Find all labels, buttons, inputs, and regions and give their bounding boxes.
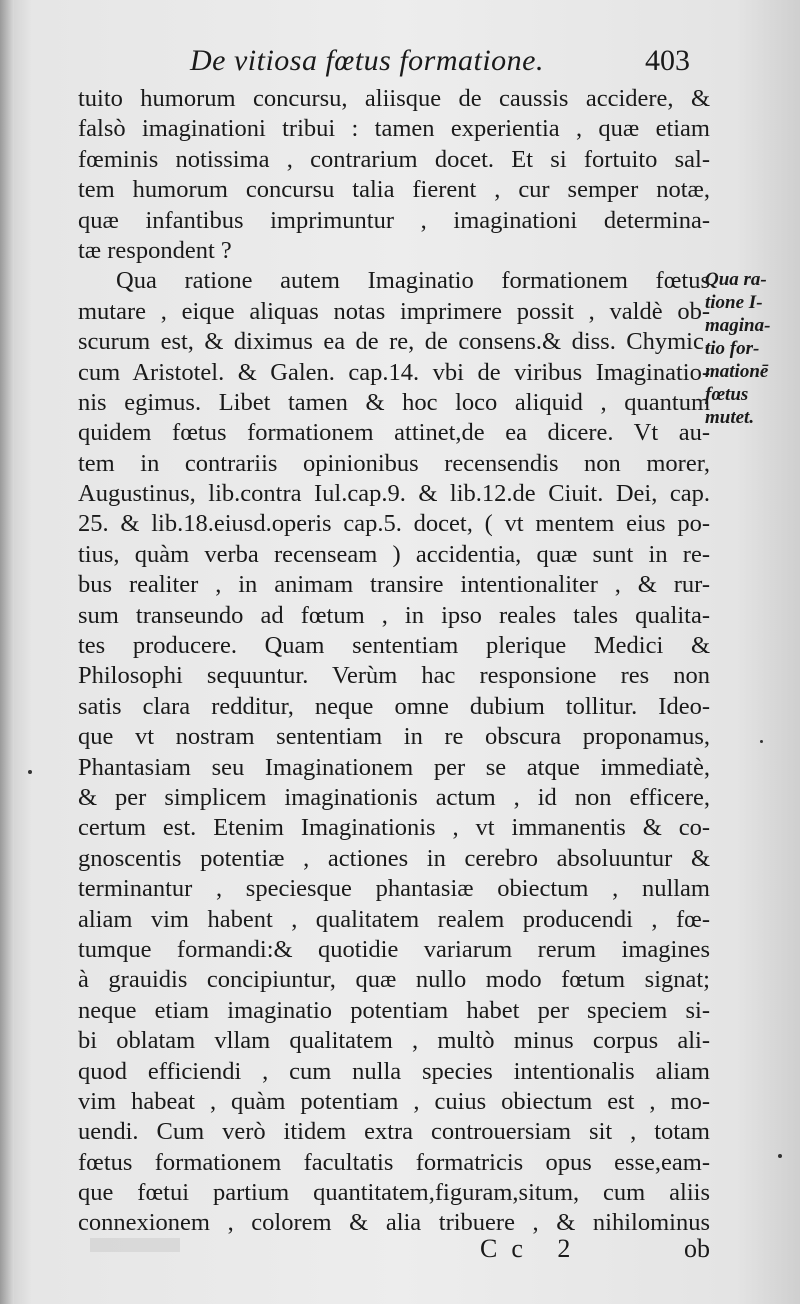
margin-note: [705, 268, 800, 429]
text-line: falsò imaginationi tribui : tamen experientia , quæ etiam: [78, 115, 710, 143]
margin-note-line: Qua ra-: [705, 269, 767, 290]
text-line: gnoscentis potentiæ , actiones in cerebro absoluuntur &: [78, 844, 710, 872]
text-line: tuito humorum concursu, aliisque de caussis accidere, &: [78, 85, 710, 112]
text-line: que vt nostram sententiam in re obscura proponamus,: [78, 723, 710, 751]
page-footer: [78, 1234, 710, 1274]
text-line: à grauidis concipiuntur, quæ nullo modo fœtum signat;: [78, 966, 710, 994]
text-line: que fœtui partium quantitatem,figuram,situm, cum aliis: [78, 1179, 710, 1207]
text-line: & per simplicem imaginationis actum , id non efficere,: [78, 783, 710, 811]
signature-mark: Cc 2: [480, 1234, 585, 1263]
text-line: connexionem , colorem & alia tribuere , & nihilominus: [78, 1209, 710, 1237]
margin-note-line: mutet.: [705, 407, 755, 428]
text-line: tumque formandi:& quotidie variarum rerum imagines: [78, 935, 710, 963]
ink-speck: [28, 770, 32, 774]
text-line: nis egimus. Libet tamen & hoc loco aliquid , quantum: [78, 388, 710, 416]
text-line: fœminis notissima , contrarium docet. Et si fortuito sal-: [78, 145, 710, 173]
text-line: quæ infantibus imprimuntur , imaginationi determina-: [78, 206, 710, 234]
margin-note-line: magina-: [705, 315, 771, 336]
text-line: tem in contrariis opinionibus recensendis non morer,: [78, 449, 710, 477]
catchword: ob: [684, 1234, 710, 1263]
text-line: terminantur , speciesque phantasiæ obiectum , nullam: [78, 875, 710, 903]
text-line: cum Aristotel. & Galen. cap.14. vbi de viribus Imaginatio-: [78, 358, 710, 386]
text-line: tæ respondent ?: [78, 236, 232, 264]
text-line: Philosophi sequuntur. Verùm hac responsione res non: [78, 662, 710, 690]
margin-note-line: tione I-: [705, 292, 763, 313]
text-line: tes producere. Quam sententiam plerique Medici &: [78, 632, 710, 660]
margin-note-line: fœtus: [705, 384, 749, 405]
text-line: uendi. Cum verò itidem extra controuersiam sit , totam: [78, 1118, 710, 1146]
ink-speck: [778, 1154, 782, 1158]
margin-note-line: tio for-: [705, 338, 760, 359]
text-line: quod efficiendi , cum nulla species intentionalis aliam: [78, 1057, 710, 1085]
text-line: bus realiter , in animam transire intentionaliter , & rur-: [78, 571, 710, 599]
text-line: sum transeundo ad fœtum , in ipso reales tales qualita-: [78, 601, 710, 629]
main-text-block: [78, 84, 710, 1239]
text-line: Augustinus, lib.contra Iul.cap.9. & lib.12.de Ciuit. Dei, cap.: [78, 480, 710, 508]
text-line: quidem fœtus formationem attinet,de ea dicere. Vt au-: [78, 419, 710, 447]
text-line: vim habeat , quàm potentiam , cuius obiectum est , mo-: [78, 1087, 710, 1115]
page-number: 403: [645, 44, 690, 77]
text-line: fœtus formationem facultatis formatricis opus esse,eam-: [78, 1148, 710, 1176]
text-line: tius, quàm verba recenseam ) accidentia, quæ sunt in re-: [78, 540, 710, 568]
text-line: bi oblatam vllam qualitatem , multò minus corpus ali-: [78, 1027, 710, 1055]
text-line: aliam vim habent , qualitatem realem producendi , fœ-: [78, 905, 710, 933]
text-line: tem humorum concursu talia fierent , cur semper notæ,: [78, 176, 710, 204]
margin-note-line: mationē: [705, 361, 769, 382]
text-line: Phantasiam seu Imaginationem per se atque immediatè,: [78, 753, 710, 781]
page-header: [190, 44, 690, 88]
text-line: satis clara redditur, neque omne dubium tollitur. Ideo-: [78, 692, 710, 720]
text-line: certum est. Etenim Imaginationis , vt immanentis & co-: [78, 814, 710, 842]
running-title: De vitiosa fœtus formatione.: [190, 44, 544, 77]
paragraph-start-line: Qua ratione autem Imaginatio formationem fœtus: [116, 267, 710, 295]
text-line: mutare , eique aliquas notas imprimere possit , valdè ob-: [78, 297, 710, 325]
ink-speck: [760, 740, 763, 743]
text-line: neque etiam imaginatio potentiam habet per speciem si-: [78, 996, 710, 1024]
page-edge-shadow: [0, 0, 14, 1304]
text-line: 25. & lib.18.eiusd.operis cap.5. docet, ( vt mentem eius po-: [78, 510, 710, 538]
text-line: scurum est, & diximus ea de re, de consens.& diss. Chymic.: [78, 328, 710, 356]
